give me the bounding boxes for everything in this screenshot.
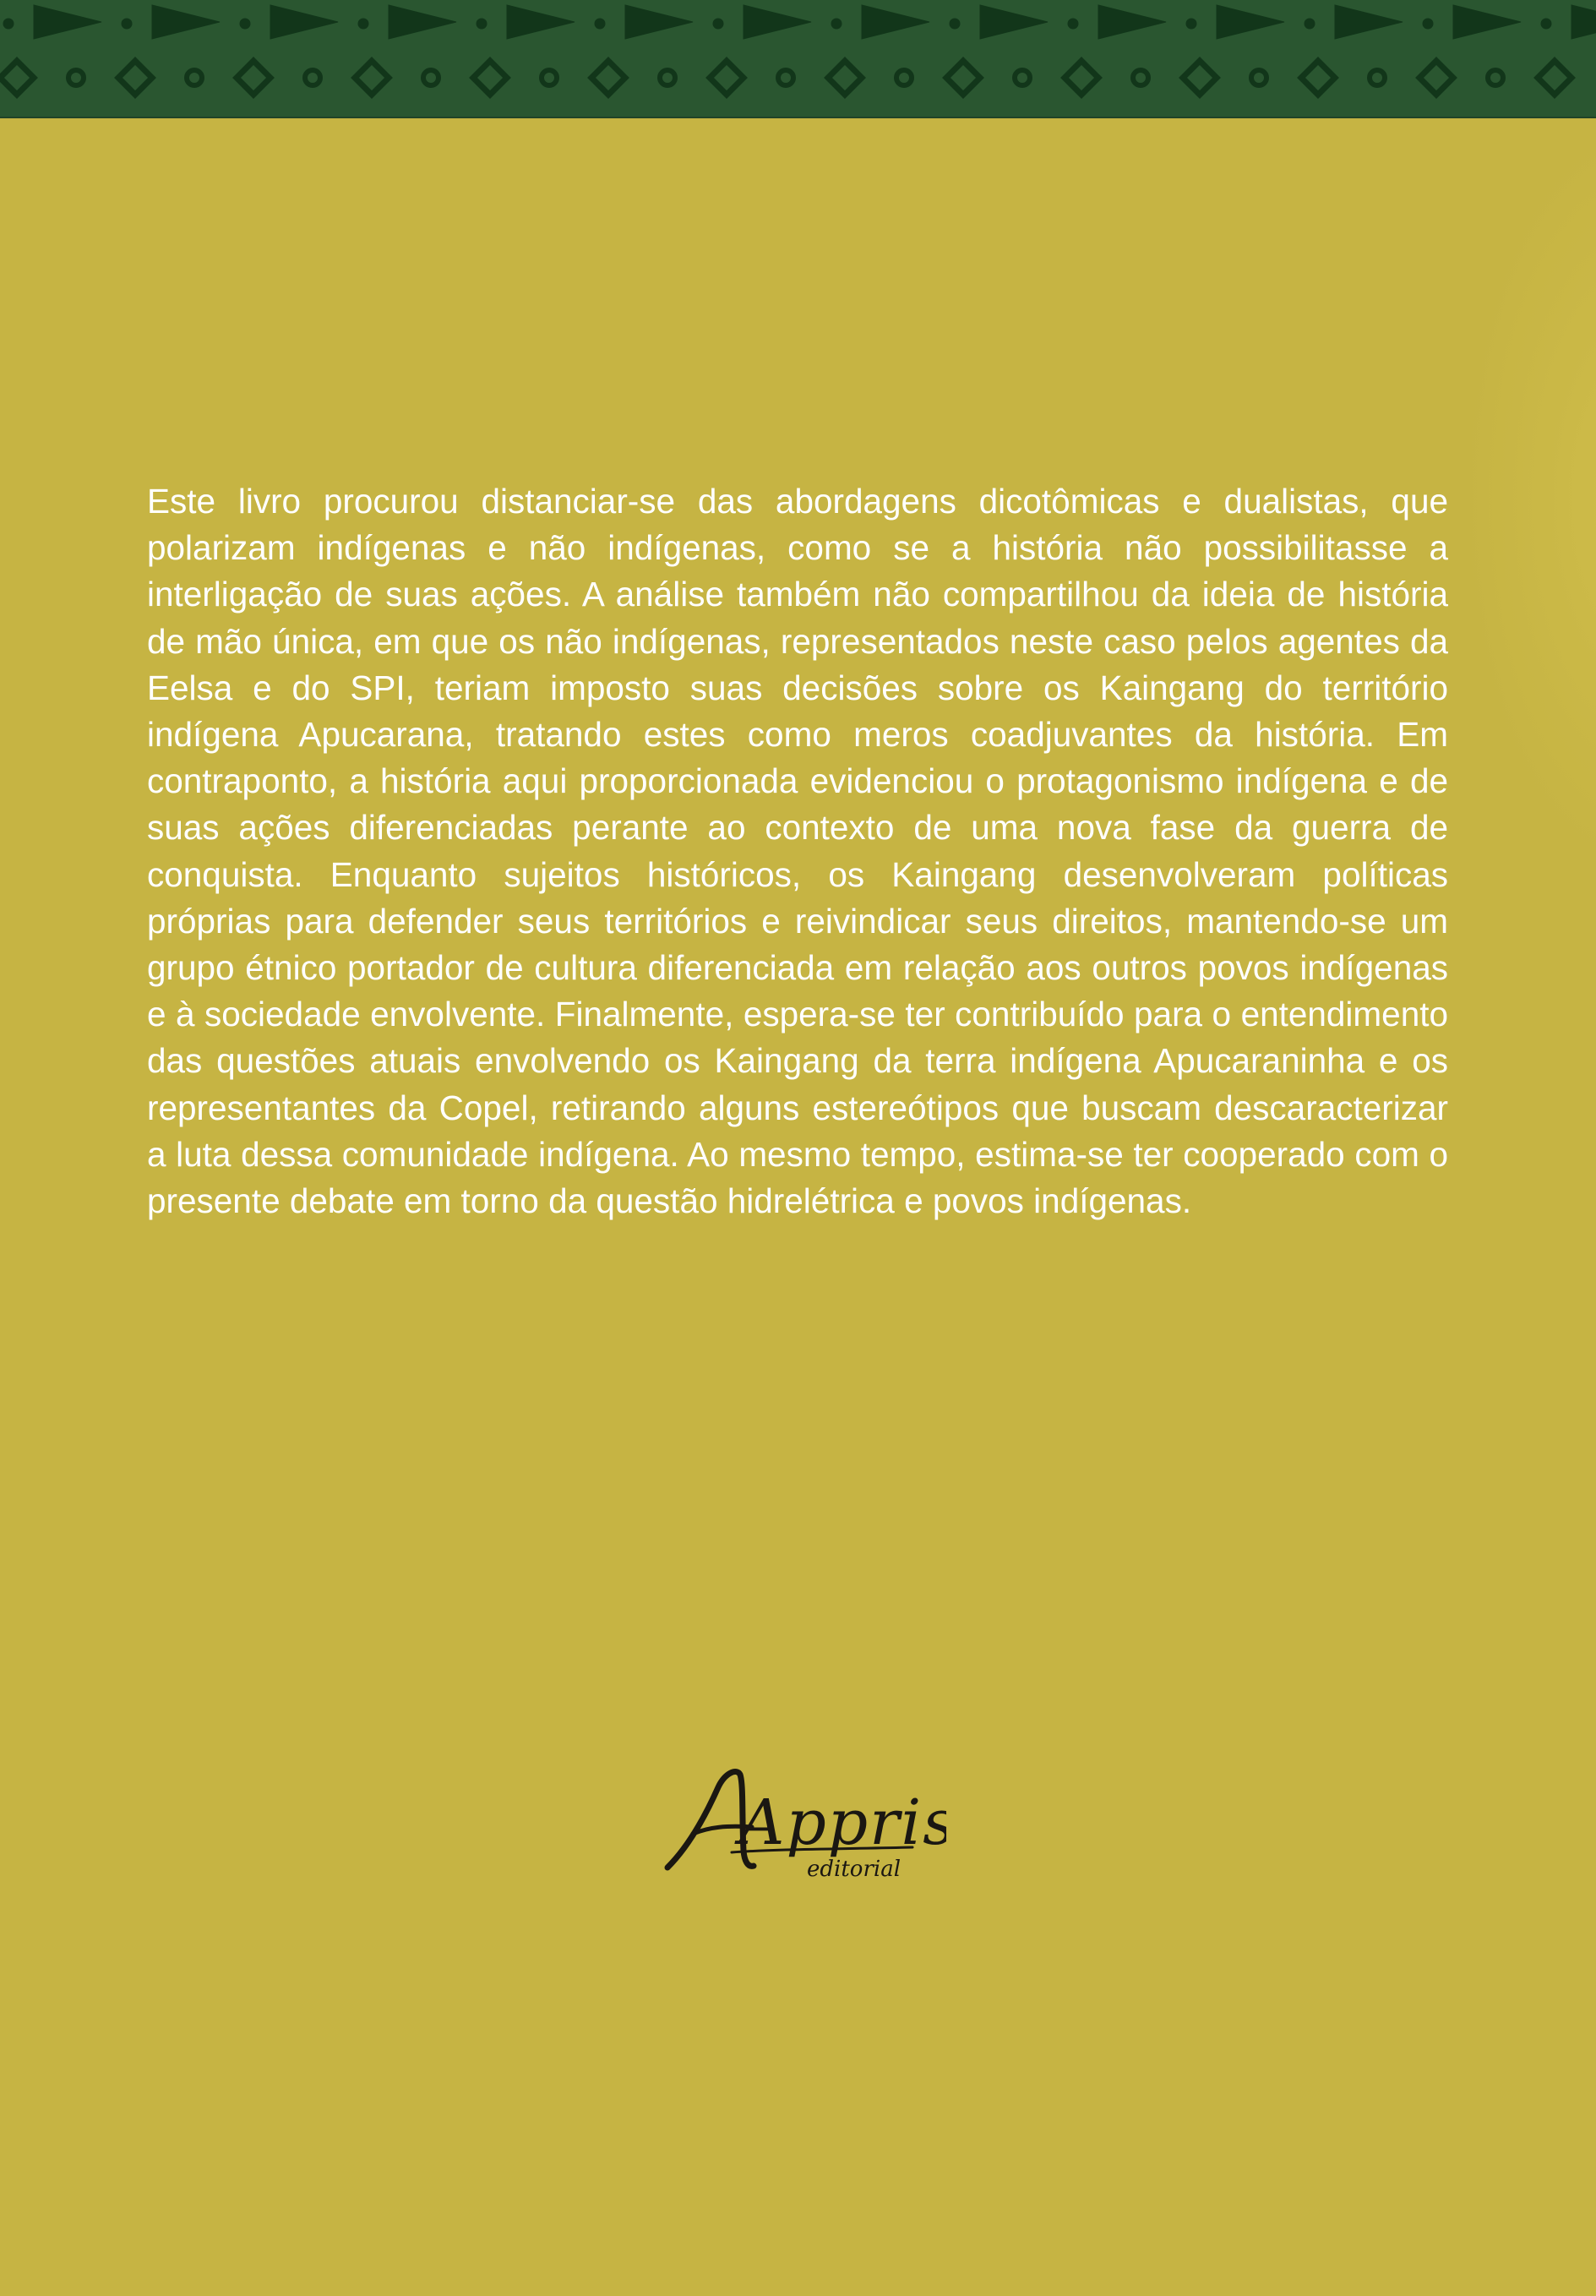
pattern-ring — [423, 70, 438, 85]
pattern-diamond — [355, 61, 389, 95]
pattern-triangle — [34, 5, 101, 39]
pattern-ring — [68, 70, 84, 85]
pattern-dot — [1186, 19, 1196, 29]
pattern-ring — [542, 70, 557, 85]
pattern-ring — [1488, 70, 1503, 85]
tribal-pattern — [0, 0, 1596, 117]
pattern-diamond — [828, 61, 862, 95]
publisher-logo — [659, 1749, 946, 1901]
pattern-triangle — [980, 5, 1048, 39]
pattern-ring — [305, 70, 320, 85]
pattern-dot — [1541, 19, 1551, 29]
pattern-dot — [358, 19, 368, 29]
decorative-pattern-band — [0, 0, 1596, 118]
pattern-ring — [896, 70, 912, 85]
pattern-diamond — [710, 61, 744, 95]
pattern-diamond — [1301, 61, 1335, 95]
pattern-dot — [1068, 19, 1078, 29]
decorative-glow — [1461, 118, 1596, 879]
pattern-dot — [831, 19, 842, 29]
pattern-diamond — [591, 61, 625, 95]
pattern-ring — [1251, 70, 1266, 85]
pattern-triangle — [744, 5, 811, 39]
pattern-diamond — [1419, 61, 1453, 95]
pattern-triangle — [862, 5, 929, 39]
pattern-dot — [3, 19, 14, 29]
pattern-diamond — [118, 61, 152, 95]
pattern-diamond — [1538, 61, 1571, 95]
pattern-triangle — [1217, 5, 1284, 39]
pattern-dot — [1423, 19, 1433, 29]
pattern-dot — [477, 19, 487, 29]
back-cover-blurb: Este livro procurou distanciar-se das abordagens dicotômicas e dualistas, que polarizam indígenas e não indígenas, como se a história não possibilitasse a interligação de suas ações. A análise também não compartilhou da ideia de história de mão única, em que os não indígenas, representados neste caso pelos agentes da Eelsa e do SPI, teriam imposto suas decisões sobre os Kaingang do território indígena Apucarana, tratando estes como meros coadjuvantes da história. Em contraponto, a história aqui proporcionada evidenciou o protagonismo indígena e de suas ações diferenciadas perante ao contexto de uma nova fase da guerra de conquista. Enquanto sujeitos históricos, os Kaingang desenvolveram políticas próprias para defender seus territórios e reivindicar seus direitos, mantendo-se um grupo étnico portador de cultura diferenciada em relação aos outros povos indígenas e à sociedade envolvente. Finalmente, espera-se ter contribuído para o entendimento das questões atuais envolvendo os Kaingang da terra indígena Apucaraninha e os representantes da Copel, retirando alguns estereótipos que buscam descaracterizar a luta dessa comunidade indígena. Ao mesmo tempo, estima-se ter cooperado com o presente debate em torno da questão hidrelétrica e povos indígenas. — [147, 482, 1448, 1221]
publisher-name: Appris — [739, 1786, 946, 1859]
publisher-imprint: editorial — [807, 1857, 901, 1882]
pattern-diamond — [0, 61, 34, 95]
pattern-ring — [778, 70, 793, 85]
pattern-diamond — [1183, 61, 1217, 95]
pattern-dot — [122, 19, 132, 29]
pattern-ring — [187, 70, 202, 85]
pattern-diamond — [237, 61, 270, 95]
pattern-triangle — [507, 5, 575, 39]
pattern-dot — [713, 19, 723, 29]
pattern-diamond — [1065, 61, 1098, 95]
pattern-triangle — [1453, 5, 1521, 39]
pattern-ring — [1133, 70, 1148, 85]
pattern-dot — [240, 19, 250, 29]
pattern-triangle — [625, 5, 693, 39]
pattern-dot — [950, 19, 960, 29]
pattern-ring — [1015, 70, 1030, 85]
pattern-triangle — [152, 5, 220, 39]
pattern-dot — [595, 19, 605, 29]
pattern-ring — [660, 70, 675, 85]
pattern-dot — [1305, 19, 1315, 29]
pattern-triangle — [1098, 5, 1166, 39]
pattern-triangle — [389, 5, 456, 39]
pattern-triangle — [1335, 5, 1403, 39]
pattern-triangle — [270, 5, 338, 39]
pattern-diamond — [946, 61, 980, 95]
pattern-ring — [1370, 70, 1385, 85]
pattern-triangle — [1571, 5, 1596, 39]
pattern-diamond — [473, 61, 507, 95]
